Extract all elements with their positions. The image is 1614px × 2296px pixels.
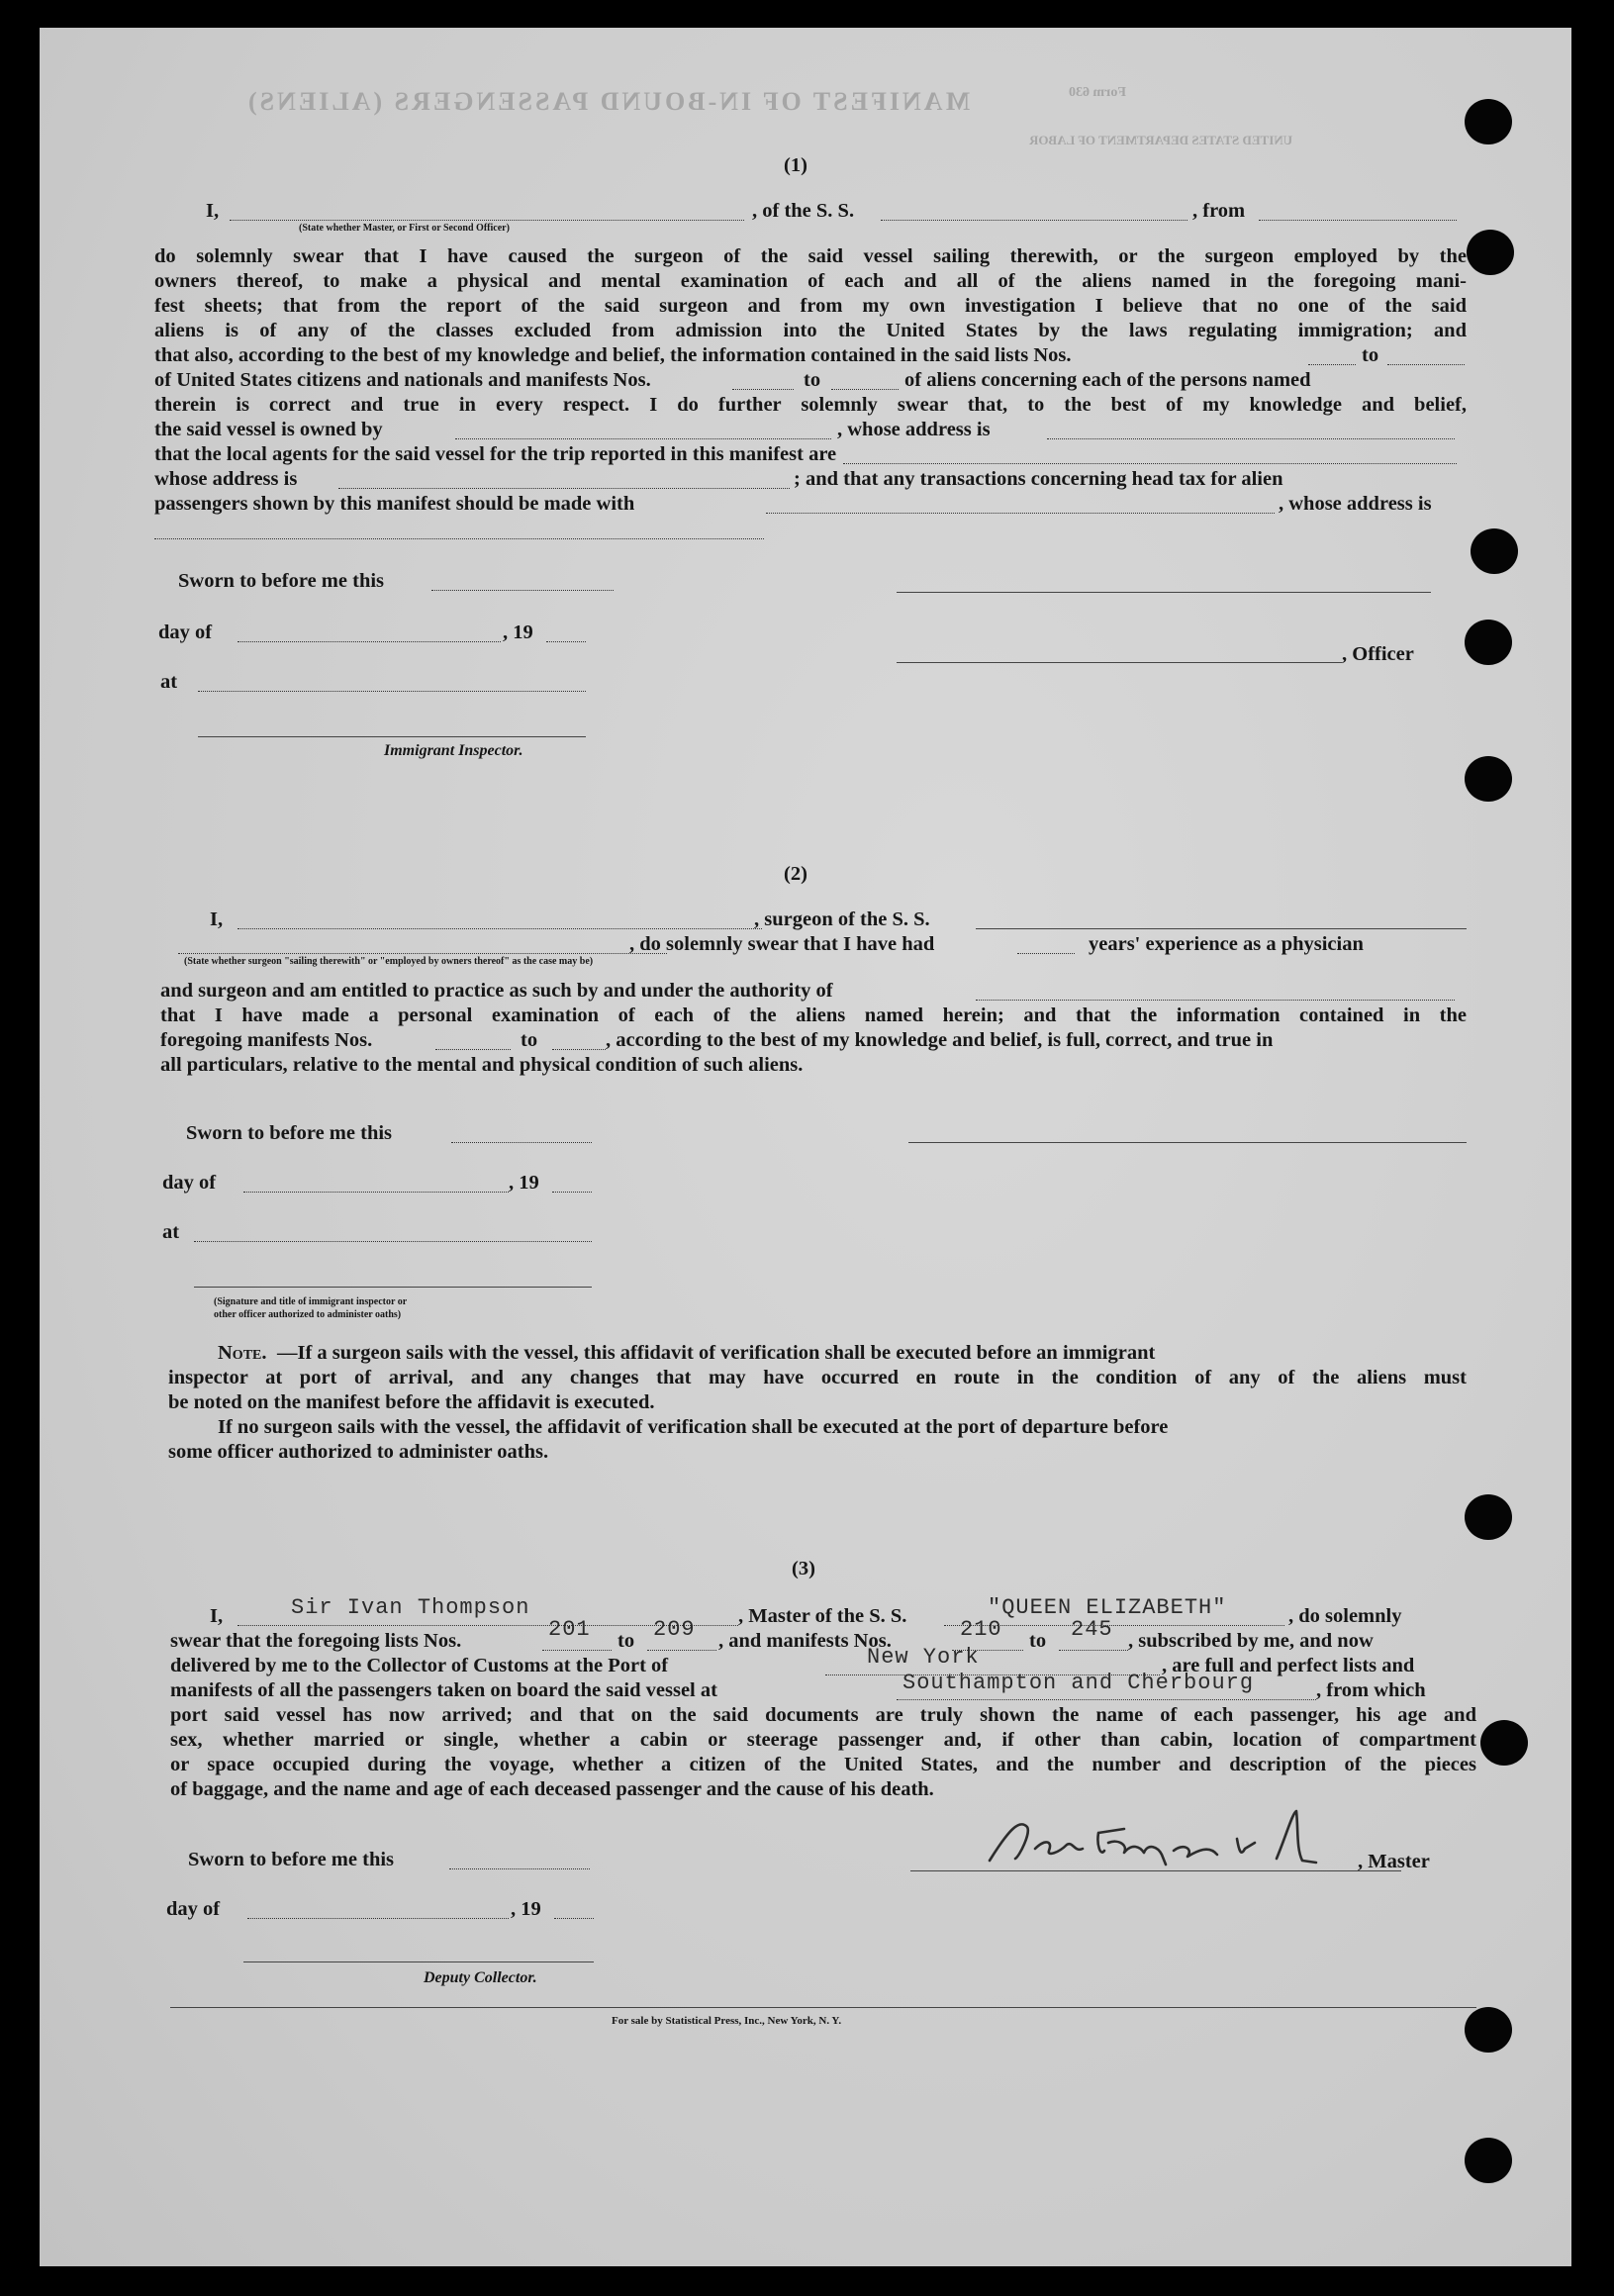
s1-vessel-blank bbox=[881, 220, 1187, 221]
s2-sworn-blank bbox=[451, 1142, 592, 1143]
punch-hole bbox=[1465, 620, 1512, 665]
s1-line4: aliens is of any of the classes excluded from admission into the United States by the laws regulating immigration; and bbox=[154, 320, 1467, 341]
s3-line7: of baggage, and the name and age of each deceased passenger and the cause of his death. bbox=[170, 1778, 934, 1800]
s3-year-blank bbox=[554, 1918, 594, 1919]
s2-manifests-from-blank bbox=[435, 1049, 511, 1050]
s1-sworn: Sworn to before me this bbox=[178, 570, 385, 592]
footer-rule bbox=[170, 2007, 1476, 2008]
s2-surgeon-name-blank bbox=[237, 928, 762, 929]
s3-master-signature-line bbox=[910, 1870, 1401, 1871]
s2-line3-tail: , according to the best of my knowledge and belief, is full, correct, and true in bbox=[606, 1029, 1274, 1051]
s3-list-to: 209 bbox=[653, 1617, 696, 1642]
s3-and-manifests: , and manifests Nos. bbox=[718, 1630, 892, 1652]
s1-officer-signature-line bbox=[897, 592, 1431, 593]
s1-manifests-from-blank bbox=[732, 389, 794, 390]
punch-hole bbox=[1465, 2007, 1512, 2053]
s1-lists-to-blank bbox=[1387, 364, 1465, 365]
s2-note-3: be noted on the manifest before the affidavit is executed. bbox=[168, 1391, 655, 1413]
s2-status-note: (State whether surgeon "sailing therewith" or "employed by owners thereof" as the case may be) bbox=[184, 956, 594, 967]
s3-master-name: Sir Ivan Thompson bbox=[291, 1595, 530, 1620]
section1-number: (1) bbox=[784, 154, 807, 176]
s1-head-tax: ; and that any transactions concerning head tax for alien bbox=[794, 468, 1283, 490]
s2-i: I, bbox=[210, 909, 224, 930]
s1-address-continuation-blank bbox=[154, 538, 764, 539]
s1-officer-note: (State whether Master, or First or Second Officer) bbox=[299, 223, 510, 234]
s2-sworn: Sworn to before me this bbox=[186, 1122, 393, 1144]
s2-note-1: —If a surgeon sails with the vessel, this affidavit of verification shall be executed before an immigrant bbox=[277, 1342, 1156, 1364]
s3-line6: or space occupied during the voyage, whether a citizen of the United States, and the number and description of the pieces bbox=[170, 1754, 1476, 1775]
s3-departure-ports: Southampton and Cherbourg bbox=[902, 1671, 1255, 1695]
s3-master-of: , Master of the S. S. bbox=[738, 1605, 907, 1627]
punch-hole bbox=[1465, 1494, 1512, 1540]
punch-hole bbox=[1467, 230, 1514, 275]
s1-nineteen: , 19 bbox=[503, 622, 533, 643]
s1-immigrant-inspector: Immigrant Inspector. bbox=[384, 742, 523, 759]
s3-delivered: delivered by me to the Collector of Customs at the Port of bbox=[170, 1655, 669, 1676]
s2-year-blank bbox=[552, 1192, 592, 1193]
s3-deputy-signature-line bbox=[243, 1961, 594, 1962]
s2-line3: foregoing manifests Nos. bbox=[160, 1029, 373, 1051]
s1-line7: therein is correct and true in every respect. I do further solemnly swear that, to the best of my knowledge and belief, bbox=[154, 394, 1467, 416]
s1-sworn-blank bbox=[431, 590, 614, 591]
bleed-header-dept: UNITED STATES DEPARTMENT OF LABOR bbox=[1029, 133, 1293, 147]
s3-day-blank bbox=[247, 1918, 509, 1919]
s1-line6-tail: of aliens concerning each of the persons named bbox=[904, 369, 1311, 391]
s2-at-blank bbox=[194, 1241, 592, 1242]
s2-status-blank bbox=[178, 953, 667, 954]
master-signature bbox=[950, 1799, 1415, 1878]
s1-line3: fest sheets; that from the report of the said surgeon and from my own investigation I believe that no one of the said bbox=[154, 295, 1467, 317]
s2-day-blank bbox=[243, 1192, 509, 1193]
s2-swear: , do solemnly swear that I have had bbox=[629, 933, 935, 955]
document-page bbox=[40, 28, 1571, 2266]
s1-day-of: day of bbox=[158, 622, 213, 643]
bleed-header-title: MANIFEST OF IN-BOUND PASSENGERS (ALIENS) bbox=[245, 87, 971, 116]
s3-nineteen: , 19 bbox=[511, 1898, 541, 1920]
s1-agents-blank bbox=[843, 463, 1457, 464]
footer-imprint: For sale by Statistical Press, Inc., New York, N. Y. bbox=[612, 2015, 842, 2027]
s2-note-4: If no surgeon sails with the vessel, the affidavit of verification shall be executed at the port of departure before bbox=[218, 1416, 1169, 1438]
s1-officer-blank bbox=[230, 220, 744, 221]
s3-list-from: 201 bbox=[548, 1617, 591, 1642]
s2-sig-note-2: other officer authorized to administer oaths) bbox=[214, 1309, 402, 1320]
s3-deputy-collector: Deputy Collector. bbox=[424, 1969, 537, 1986]
s1-whose-address-2: , whose address is bbox=[1279, 493, 1432, 515]
s3-from-which: , from which bbox=[1316, 1679, 1426, 1701]
s1-day-blank bbox=[237, 641, 501, 642]
s1-head-tax-blank bbox=[766, 513, 1275, 514]
punch-hole bbox=[1471, 528, 1518, 574]
s3-swear-lists: swear that the foregoing lists Nos. bbox=[170, 1630, 462, 1652]
s3-list-to-line bbox=[647, 1650, 716, 1651]
s1-lists-from-blank bbox=[1308, 364, 1356, 365]
s2-authority-blank bbox=[976, 1000, 1455, 1001]
s2-note-2: inspector at port of arrival, and any changes that may have occurred en route in the condition of any of the aliens must bbox=[168, 1367, 1467, 1388]
s2-note-label: Note. bbox=[218, 1342, 267, 1364]
punch-hole bbox=[1465, 99, 1512, 144]
s3-line4: port said vessel has now arrived; and that on the said documents are truly shown the name of each passenger, his age and bbox=[170, 1704, 1476, 1726]
s3-manifests-all: manifests of all the passengers taken on board the said vessel at bbox=[170, 1679, 717, 1701]
s2-inspector-signature-line bbox=[194, 1287, 592, 1288]
section2-number: (2) bbox=[784, 863, 807, 885]
s2-at: at bbox=[162, 1221, 180, 1243]
s2-note-5: some officer authorized to administer oaths. bbox=[168, 1441, 549, 1463]
s3-departure-line bbox=[897, 1699, 1316, 1700]
section3-number: (3) bbox=[792, 1558, 815, 1579]
s2-line3-to: to bbox=[521, 1029, 538, 1051]
s2-years-blank bbox=[1017, 953, 1075, 954]
s3-day-of: day of bbox=[166, 1898, 221, 1920]
s1-owner-blank bbox=[455, 438, 831, 439]
s3-manifest-from: 210 bbox=[960, 1617, 1002, 1642]
s1-from-blank bbox=[1259, 220, 1457, 221]
bleed-header-form: Form 630 bbox=[1069, 85, 1126, 100]
s2-nineteen: , 19 bbox=[509, 1172, 539, 1194]
s1-from: , from bbox=[1192, 200, 1246, 222]
s2-line2: that I have made a personal examination of each of the aliens named herein; and that the information contained in the bbox=[160, 1004, 1467, 1026]
punch-hole bbox=[1480, 1720, 1528, 1766]
s3-full-perfect: , are full and perfect lists and bbox=[1162, 1655, 1415, 1676]
s3-sworn: Sworn to before me this bbox=[188, 1849, 395, 1870]
s3-port: New York bbox=[867, 1645, 980, 1670]
s1-agents-address: whose address is bbox=[154, 468, 298, 490]
s3-to2: to bbox=[1029, 1630, 1047, 1652]
s1-i: I, bbox=[206, 200, 220, 222]
s2-line4: all particulars, relative to the mental and physical condition of such aliens. bbox=[160, 1054, 804, 1076]
s1-line5: that also, according to the best of my knowledge and belief, the information contained in the said lists Nos. bbox=[154, 344, 1072, 366]
s1-at: at bbox=[160, 671, 178, 693]
s1-manifests-to-blank bbox=[831, 389, 899, 390]
s3-ship-name: "QUEEN ELIZABETH" bbox=[988, 1595, 1227, 1620]
s2-line1: and surgeon and am entitled to practice as such by and under the authority of bbox=[160, 980, 833, 1002]
punch-hole bbox=[1465, 756, 1512, 802]
s3-subscribed: , subscribed by me, and now bbox=[1128, 1630, 1374, 1652]
s1-local-agents: that the local agents for the said vessel for the trip reported in this manifest are bbox=[154, 443, 837, 465]
s1-agents-address-blank bbox=[338, 488, 790, 489]
s1-year-blank bbox=[546, 641, 586, 642]
s1-owned-by: the said vessel is owned by bbox=[154, 419, 383, 440]
s3-i: I, bbox=[210, 1605, 224, 1627]
s1-officer: , Officer bbox=[1342, 643, 1414, 665]
s1-officer-title-line bbox=[897, 662, 1342, 663]
s2-vessel-line bbox=[976, 928, 1467, 929]
s1-owner-address-blank bbox=[1047, 438, 1455, 439]
s3-to1: to bbox=[617, 1630, 635, 1652]
s1-line1: do solemnly swear that I have caused the surgeon of the said vessel sailing therewith, or the surgeon employed by the bbox=[154, 245, 1467, 267]
s3-manifest-to: 245 bbox=[1071, 1617, 1113, 1642]
s2-sig-note-1: (Signature and title of immigrant inspector or bbox=[214, 1296, 408, 1307]
s2-years: years' experience as a physician bbox=[1089, 933, 1364, 955]
s1-passengers: passengers shown by this manifest should be made with bbox=[154, 493, 635, 515]
s1-line6-to: to bbox=[804, 369, 821, 391]
s1-line5-to: to bbox=[1362, 344, 1379, 366]
s1-line2: owners thereof, to make a physical and mental examination of each and all of the aliens named in the foregoing mani- bbox=[154, 270, 1467, 292]
s1-inspector-signature-line bbox=[198, 736, 586, 737]
s3-master: , Master bbox=[1358, 1851, 1430, 1872]
s3-sworn-blank bbox=[449, 1868, 590, 1869]
s3-manifest-to-line bbox=[1059, 1650, 1128, 1651]
s1-whose-address: , whose address is bbox=[837, 419, 991, 440]
s2-day-of: day of bbox=[162, 1172, 217, 1194]
s1-at-blank bbox=[198, 691, 586, 692]
s3-list-from-line bbox=[542, 1650, 612, 1651]
s1-line6: of United States citizens and nationals and manifests Nos. bbox=[154, 369, 651, 391]
s2-manifests-to-blank bbox=[552, 1049, 606, 1050]
s3-line5: sex, whether married or single, whether a cabin or steerage passenger and, if other than cabin, location of compartment bbox=[170, 1729, 1476, 1751]
punch-hole bbox=[1465, 2138, 1512, 2183]
s2-surgeon-signature-line bbox=[908, 1142, 1467, 1143]
s3-do-solemnly: , do solemnly bbox=[1288, 1605, 1402, 1627]
s1-of-ss: , of the S. S. bbox=[752, 200, 855, 222]
s2-surgeon-of: , surgeon of the S. S. bbox=[754, 909, 930, 930]
